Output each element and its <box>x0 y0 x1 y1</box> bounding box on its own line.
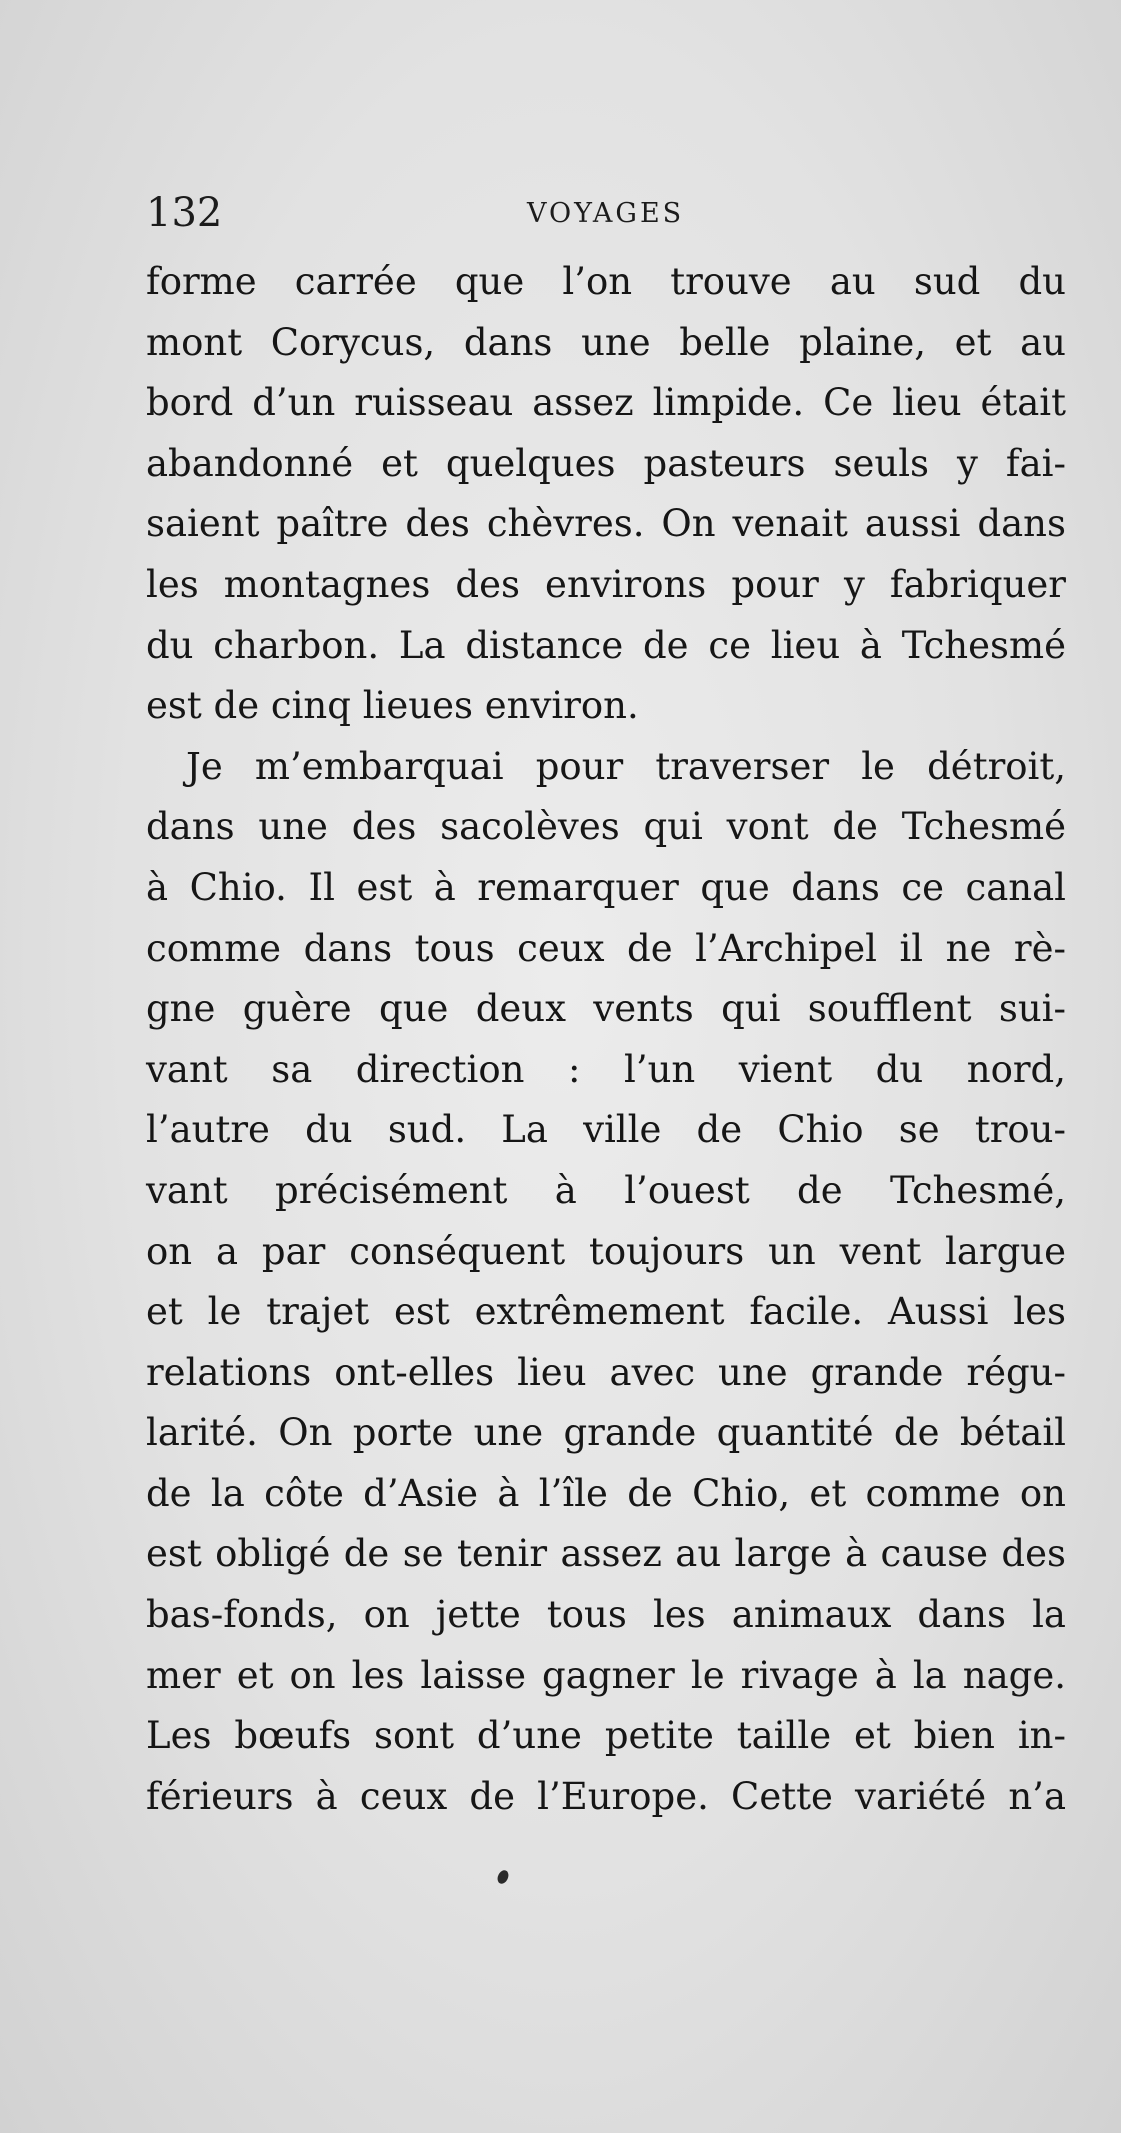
text-line: est de cinq lieues environ. <box>146 684 639 728</box>
text-line: et le trajet est extrêmement facile. Aussi les <box>146 1290 1066 1334</box>
text-line: l’autre du sud. La ville de Chio se trou- <box>146 1108 1066 1152</box>
text-line: saient paître des chèvres. On venait aussi dans <box>146 502 1066 546</box>
text-line: dans une des sacolèves qui vont de Tchesmé <box>146 805 1066 849</box>
text-line: mer et on les laisse gagner le rivage à la nage. <box>146 1653 1066 1697</box>
text-line: on a par conséquent toujours un vent largue <box>146 1229 1066 1273</box>
text-line: vant sa direction : l’un vient du nord, <box>146 1047 1066 1091</box>
text-line: bord d’un ruisseau assez limpide. Ce lieu était <box>146 381 1066 425</box>
text-line: abandonné et quelques pasteurs seuls y fai- <box>146 441 1066 485</box>
text-line: comme dans tous ceux de l’Archipel il ne rè- <box>146 926 1066 970</box>
text-line: bas-fonds, on jette tous les animaux dans la <box>146 1593 1066 1637</box>
text-line: forme carrée que l’on trouve au sud du <box>146 260 1066 303</box>
text-line: Les bœufs sont d’une petite taille et bien in- <box>146 1714 1066 1758</box>
text-line: gne guère que deux vents qui soufflent sui- <box>146 987 1066 1031</box>
running-head <box>146 188 1066 238</box>
text-line: du charbon. La distance de ce lieu à Tchesmé <box>146 623 1066 667</box>
text-line: de la côte d’Asie à l’île de Chio, et comme on <box>146 1471 1066 1515</box>
running-head-title: VOYAGES <box>527 198 685 229</box>
text-line: Je m’embarquai pour traverser le détroit, <box>186 744 1066 788</box>
text-line: mont Corycus, dans une belle plaine, et au <box>146 320 1066 364</box>
body-text <box>146 252 1066 1827</box>
text-line: vant précisément à l’ouest de Tchesmé, <box>146 1168 1066 1212</box>
text-line: larité. On porte une grande quantité de bétail <box>146 1411 1066 1455</box>
text-line: les montagnes des environs pour y fabriquer <box>146 562 1066 606</box>
text-line: est obligé de se tenir assez au large à cause des <box>146 1532 1066 1576</box>
ink-speck <box>496 1869 511 1886</box>
text-line: relations ont-elles lieu avec une grande régu- <box>146 1350 1066 1394</box>
page-number: 132 <box>146 190 223 236</box>
text-line: à Chio. Il est à remarquer que dans ce canal <box>146 865 1066 909</box>
text-line: férieurs à ceux de l’Europe. Cette variété n’a <box>146 1774 1066 1818</box>
